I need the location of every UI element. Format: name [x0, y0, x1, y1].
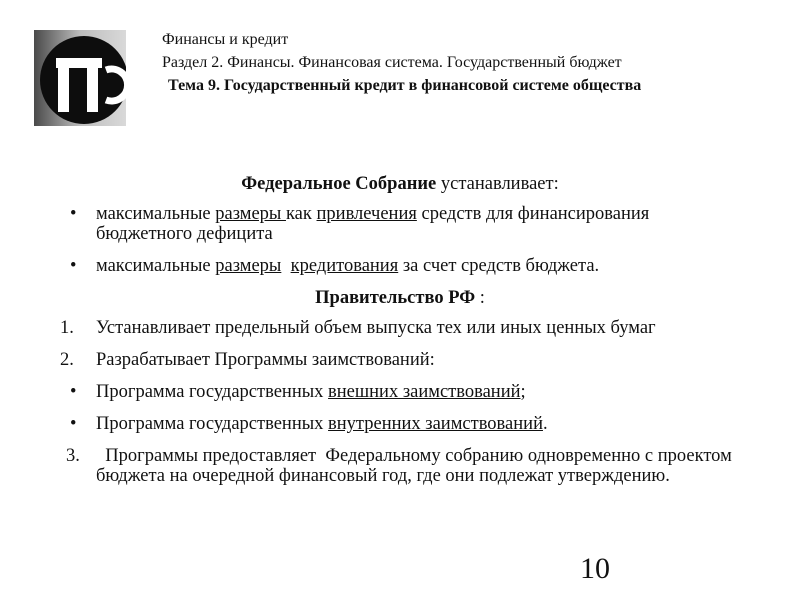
program-item-internal: [0, 414, 800, 434]
text-run: ;: [520, 382, 526, 402]
underlined-term: привлечения: [316, 204, 417, 224]
logo: [34, 30, 126, 126]
underlined-term: размеры: [215, 204, 286, 224]
parliament-verb: устанавливает:: [440, 174, 559, 194]
text-run: Программа государственных: [96, 382, 329, 402]
list-item: [0, 256, 800, 276]
slide-header: [162, 28, 722, 97]
bullet-marker: •: [70, 414, 77, 434]
government-name: Правительство РФ: [315, 288, 476, 308]
parliament-name: Федеральное Собрание: [241, 174, 437, 194]
text-run: средств для финансирования бюджетного дефицита: [96, 204, 650, 244]
program-item-external: [0, 382, 800, 402]
item-text: Разрабатывает Программы заимствований:: [96, 350, 435, 370]
course-title: Финансы и кредит: [162, 31, 289, 48]
section-title: Раздел 2. Финансы. Финансовая система. Государственный бюджет: [162, 54, 622, 71]
text-run: [281, 256, 290, 276]
government-heading: [0, 288, 800, 308]
numbered-item-3: [0, 446, 800, 486]
text-run: Программа государственных: [96, 414, 329, 434]
page-number: 10: [580, 552, 610, 585]
slide-content: [0, 174, 800, 498]
publisher-logo-icon: [34, 30, 126, 126]
bullet-marker: •: [70, 382, 77, 402]
item-number: 1.: [60, 318, 74, 338]
government-colon: :: [475, 288, 485, 308]
underlined-term: внешних заимствований: [328, 382, 521, 402]
list-item: [0, 204, 800, 244]
topic-title: Тема 9. Государственный кредит в финансовой системе общества: [168, 77, 642, 94]
text-run: .: [542, 414, 548, 434]
text-run: максимальные: [96, 204, 216, 224]
bullet-marker: •: [70, 256, 77, 276]
item-text: Устанавливает предельный объем выпуска тех или иных ценных бумаг: [96, 318, 656, 338]
bullet-marker: •: [70, 204, 77, 224]
underlined-term: кредитования: [290, 256, 399, 276]
underlined-term: размеры: [215, 256, 282, 276]
numbered-item-1: [0, 318, 800, 338]
text-run: за счет средств бюджета.: [398, 256, 600, 276]
item-number: 3.: [66, 446, 80, 466]
item-number: 2.: [60, 350, 74, 370]
item-text: Программы предоставляет Федеральному собранию одновременно с проектом бюджета на очередной финансовый год, где они подлежат утверждению.: [96, 446, 737, 486]
underlined-term: внутренних заимствований: [328, 414, 543, 434]
text-run: как: [285, 204, 317, 224]
numbered-item-2: [0, 350, 800, 370]
parliament-heading: [0, 174, 800, 194]
text-run: максимальные: [96, 256, 216, 276]
